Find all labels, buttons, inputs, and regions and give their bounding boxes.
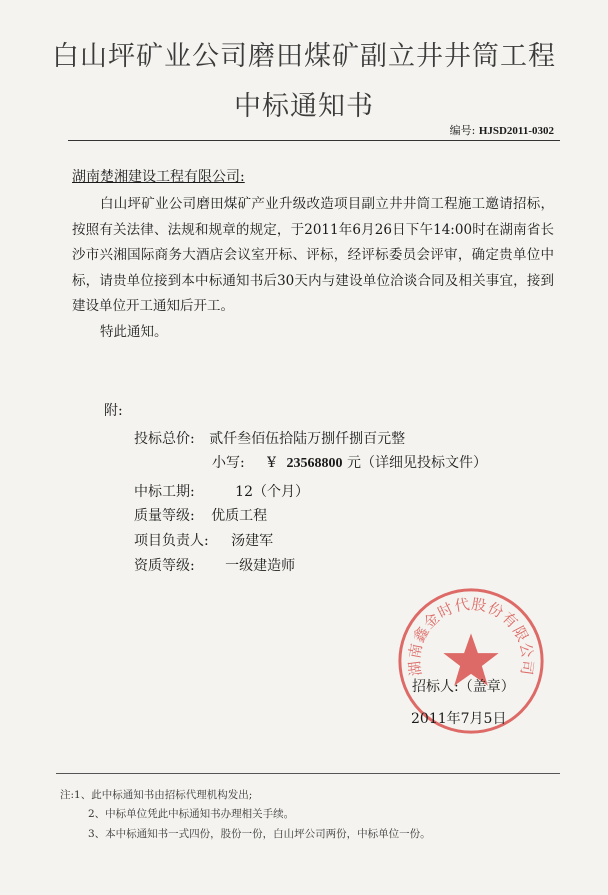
notice-body — [72, 192, 554, 345]
quality-label: 质量等级: — [134, 508, 195, 524]
document-title: 白山坪矿业公司磨田煤矿副立井井筒工程 — [52, 41, 556, 72]
qualification-label: 资质等级: — [134, 558, 195, 574]
qualification-row — [134, 555, 295, 575]
total-price-row — [134, 428, 405, 448]
document-number — [450, 122, 554, 138]
note-line: 2、中标单位凭此中标通知书办理相关手续。 — [88, 808, 295, 820]
small-amount-value: 23568800 — [286, 456, 343, 471]
currency-symbol: ¥ — [267, 455, 277, 471]
notes-divider — [56, 773, 560, 774]
document-number-value: HJSD2011-0302 — [478, 125, 554, 137]
total-price-words: 贰仟叁佰伍拾陆万捌仟捌百元整 — [209, 431, 406, 447]
note-line: 3、本中标通知书一式四份，股份一份，白山坪公司两份，中标单位一份。 — [88, 828, 431, 840]
document-number-label: 编号: — [449, 124, 476, 137]
manager-label: 项目负责人: — [134, 533, 209, 549]
recipient: 湖南楚湘建设工程有限公司: — [72, 169, 245, 185]
quality-value: 优质工程 — [211, 508, 268, 524]
note-line: 注:1、此中标通知书由招标代理机构发出; — [60, 789, 253, 801]
small-amount-row — [212, 452, 487, 472]
total-price-label: 投标总价: — [134, 431, 195, 447]
small-amount-label: 小写: — [212, 455, 245, 471]
qualification-value: 一级建造师 — [225, 558, 296, 574]
duration-row — [134, 481, 309, 501]
duration-value: 12（个月） — [235, 484, 309, 500]
closing-line: 特此通知。 — [100, 323, 168, 340]
tenderer-signature: 招标人:（盖章） — [412, 679, 515, 695]
document-subtitle: 中标通知书 — [234, 91, 374, 122]
seal-text: 湖南鑫金时代股份有限公司 — [406, 595, 536, 677]
duration-label: 中标工期: — [134, 484, 195, 500]
small-amount-suffix: 元（详细见投标文件） — [347, 455, 487, 471]
issue-date: 2011年7月5日 — [411, 711, 507, 727]
header-divider — [68, 140, 560, 141]
attachment-label: 附: — [104, 403, 123, 419]
manager-row — [134, 530, 273, 550]
manager-value: 汤建军 — [231, 533, 274, 549]
body-paragraph: 白山坪矿业公司磨田煤矿产业升级改造项目副立井井筒工程施工邀请招标，按照有关法律、法规和规章的规定，于2011年6月26日下午14:00时在湖南省长沙市兴湘国际商务大酒店会议室开标、评标，经评标委员会评审，确定贵单位中标，请贵单位接到本中标通知书后30天内与建设单位洽谈合同及相关事宜，接到建设单位开工通知后开工。 — [72, 196, 554, 314]
quality-row — [134, 505, 267, 525]
